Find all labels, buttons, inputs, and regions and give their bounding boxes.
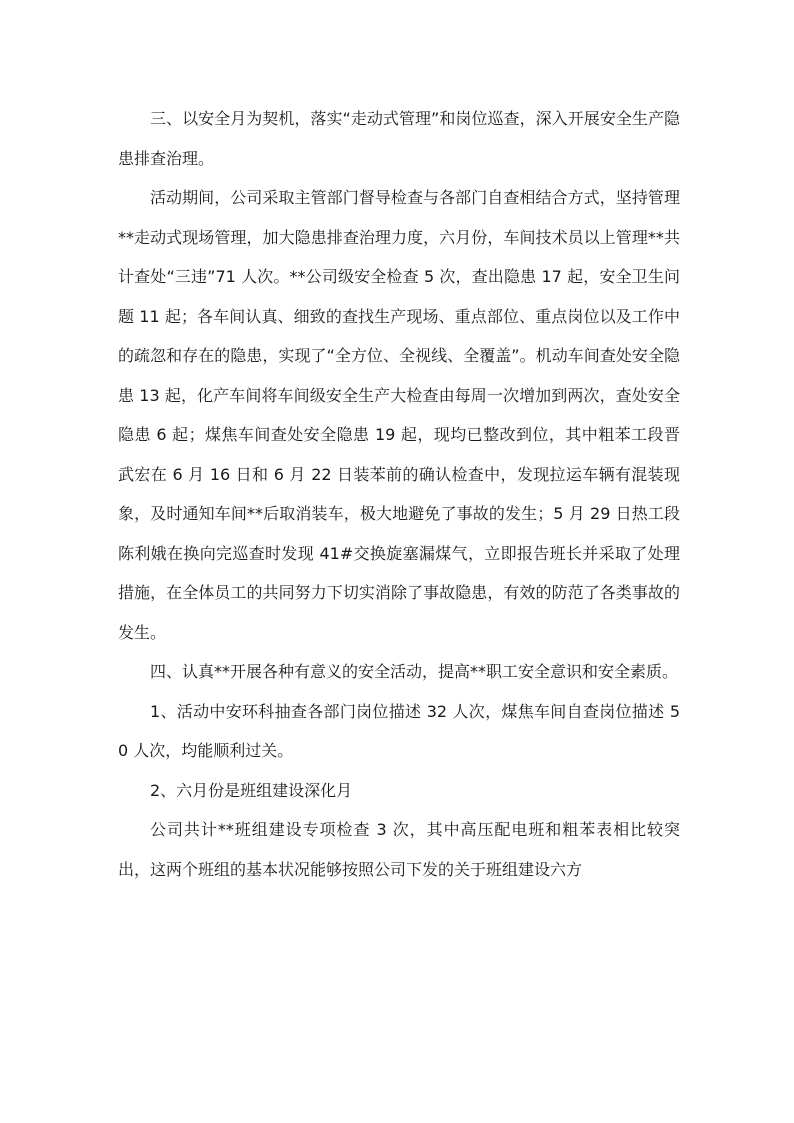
paragraph-section-4-heading: 四、认真**开展各种有意义的安全活动，提高**职工安全意识和安全素质。 bbox=[150, 662, 679, 681]
document-body bbox=[118, 99, 680, 889]
paragraph-activity-details: 活动期间，公司采取主管部门督导检查与各部门自查相结合方式，坚持管理**走动式现场管理，加大隐患排查治理力度，六月份，车间技术员以上管理**共计查处“三违”71 人次。**公司级安全检查 5 次，查出隐患 17 起，安全卫生问题 11 起；各车间认真、细致的查找生产现场、重点部位、重点岗位以及工作中的疏忽和存在的隐患，实现了“全方位、全视线、全覆盖”。机动车间查处安全隐患 13 起，化产车间将车间级安全生产大检查由每周一次增加到两次，查处安全隐患 6 起；煤焦车间查处安全隐患 19 起，现均已整改到位，其中粗苯工段晋武宏在 6 月 16 日和 6 月 22 日装苯前的确认检查中，发现拉运车辆有混装现象，及时通知车间**后取消装车，极大地避免了事故的发生；5 月 29 日热工段陈利娥在换向完巡查时发现 41#交换旋塞漏煤气，立即报告班长并采取了处理措施，在全体员工的共同努力下切实消除了事故隐患，有效的防范了各类事故的发生。 bbox=[118, 188, 680, 642]
paragraph-team-building: 公司共计**班组建设专项检查 3 次，其中高压配电班和粗苯表相比较突出，这两个班组的基本状况能够按照公司下发的关于班组建设六方 bbox=[118, 820, 680, 879]
paragraph-item-2: 2、六月份是班组建设深化月 bbox=[150, 780, 353, 800]
paragraph-item-1: 1、活动中安环科抽查各部门岗位描述 32 人次，煤焦车间自查岗位描述 50 人次，均能顺利过关。 bbox=[118, 701, 680, 760]
paragraph-section-3-heading: 三、以安全月为契机，落实“走动式管理”和岗位巡查，深入开展安全生产隐患排查治理。 bbox=[118, 109, 680, 168]
